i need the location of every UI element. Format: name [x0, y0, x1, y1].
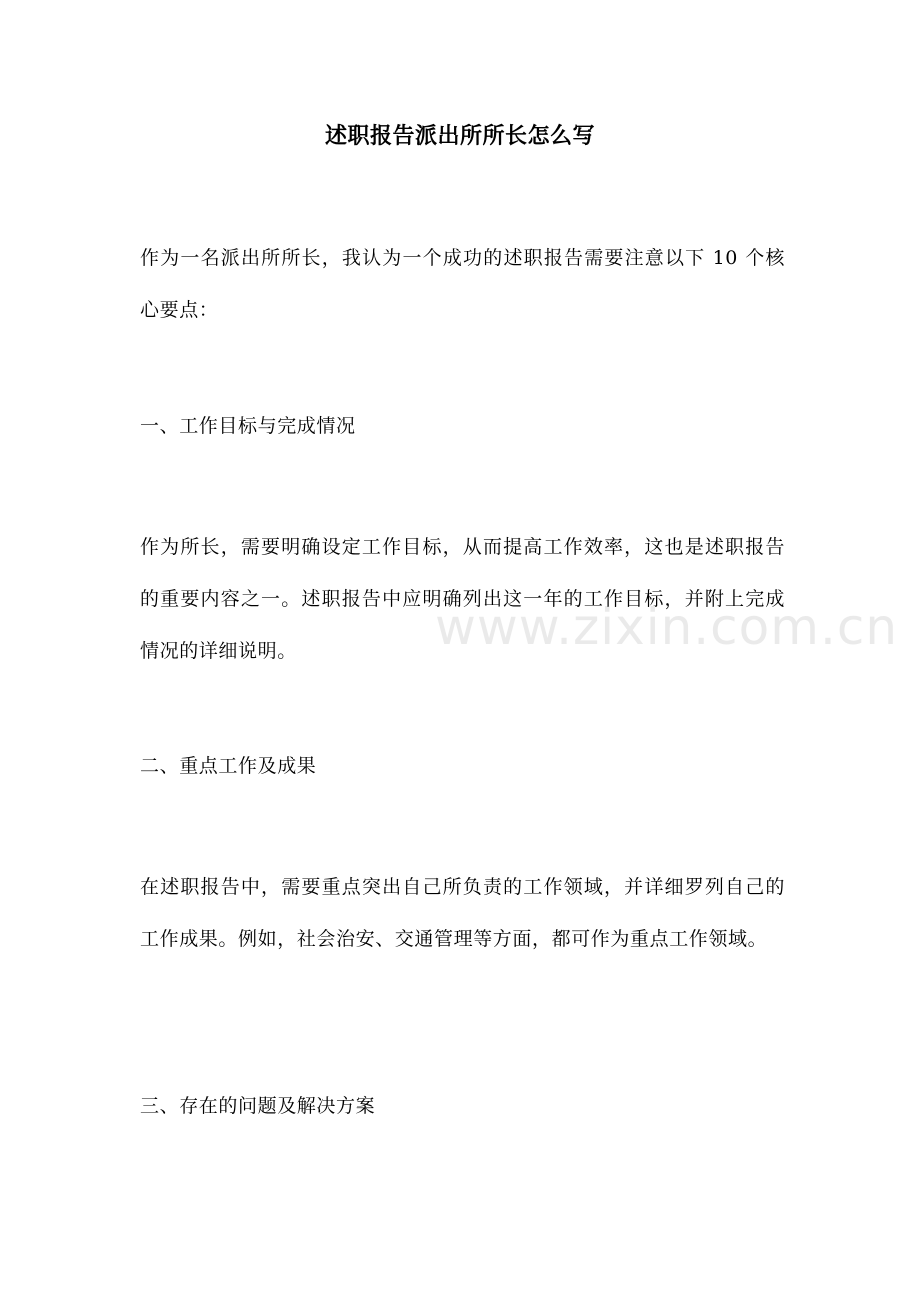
watermark-text: www.zixin.com.cn — [435, 598, 899, 656]
section-heading-3: 三、存在的问题及解决方案 — [140, 1095, 376, 1117]
document-title: 述职报告派出所所长怎么写 — [324, 123, 595, 149]
section-heading-1: 一、工作目标与完成情况 — [140, 415, 356, 437]
section-body-1: 作为所长，需要明确设定工作目标，从而提高工作效率，这也是述职报告的重要内容之一。述职报告中应明确列出这一年的工作目标，并附上完成情况的详细说明。 — [140, 536, 785, 662]
section-heading-2: 二、重点工作及成果 — [140, 755, 317, 777]
section-body-2: 在述职报告中，需要重点突出自己所负责的工作领域，并详细罗列自己的工作成果。例如，社会治安、交通管理等方面，都可作为重点工作领域。 — [140, 876, 785, 950]
intro-paragraph: 作为一名派出所所长，我认为一个成功的述职报告需要注意以下 10 个核心要点： — [140, 247, 785, 321]
